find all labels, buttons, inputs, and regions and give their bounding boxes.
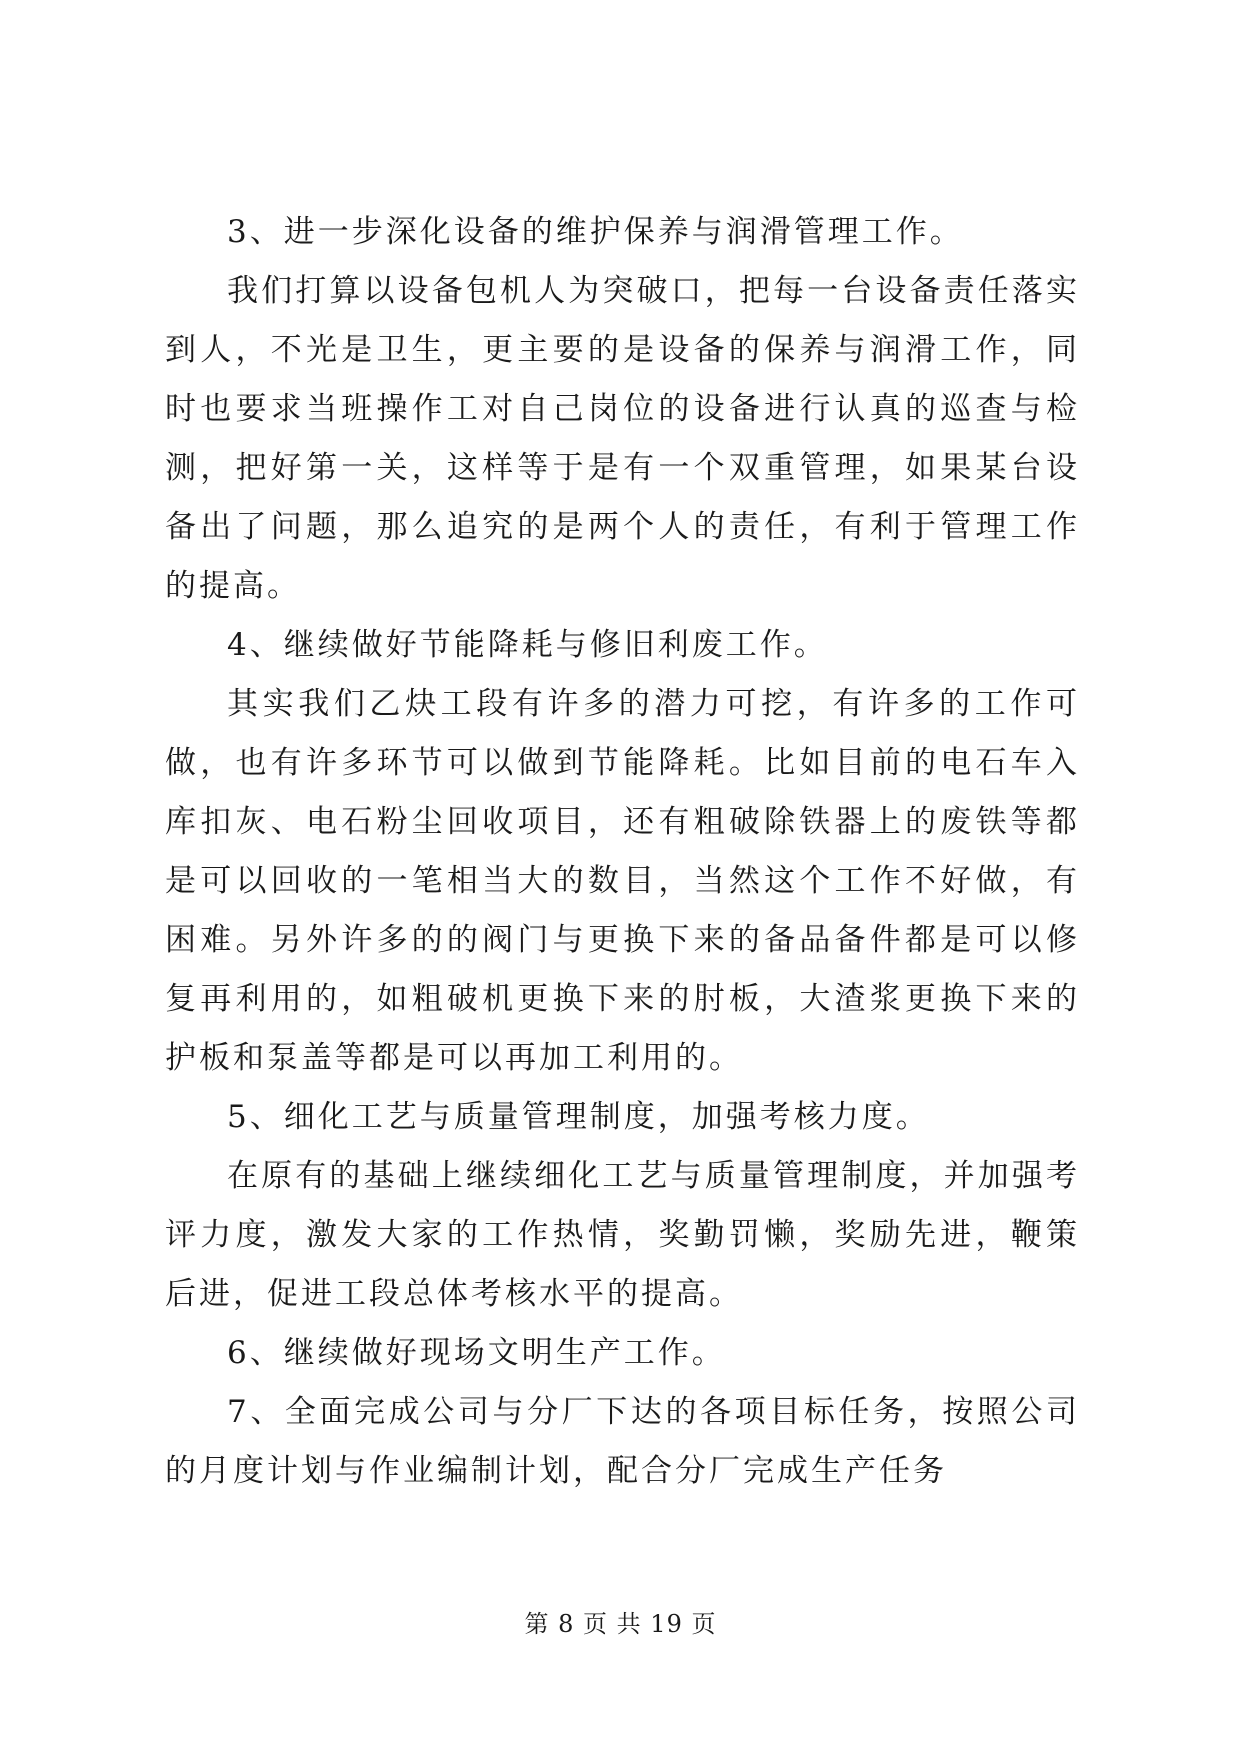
body-paragraph: 我们打算以设备包机人为突破口，把每一台设备责任落实到人，不光是卫生，更主要的是设备的保养与润滑工作，同时也要求当班操作工对自己岗位的设备进行认真的巡查与检测，把好第一关，这样等于是有一个双重管理，如果某台设备出了问题，那么追究的是两个人的责任，有利于管理工作的提高。 (165, 273, 1080, 604)
document-body (165, 203, 1080, 1501)
body-paragraph: 其实我们乙炔工段有许多的潜力可挖，有许多的工作可做，也有许多环节可以做到节能降耗。比如目前的电石车入库扣灰、电石粉尘回收项目，还有粗破除铁器上的废铁等都是可以回收的一笔相当大的数目，当然这个工作不好做，有困难。另外许多的的阀门与更换下来的备品备件都是可以修复再利用的，如粗破机更换下来的肘板，大渣浆更换下来的护板和泵盖等都是可以再加工利用的。 (165, 686, 1080, 1076)
body-paragraph: 在原有的基础上继续细化工艺与质量管理制度，并加强考评力度，激发大家的工作热情，奖勤罚懒，奖励先进，鞭策后进，促进工段总体考核水平的提高。 (165, 1158, 1080, 1312)
heading-item-4: 4、继续做好节能降耗与修旧利废工作。 (227, 627, 828, 663)
heading-item-6: 6、继续做好现场文明生产工作。 (227, 1335, 726, 1371)
page-number-footer: 第 8 页 共 19 页 (524, 1610, 717, 1638)
heading-item-7: 7、全面完成公司与分厂下达的各项目标任务，按照公司的月度计划与作业编制计划，配合分厂完成生产任务 (165, 1394, 1080, 1489)
heading-item-5: 5、细化工艺与质量管理制度，加强考核力度。 (227, 1099, 930, 1135)
heading-item-3: 3、进一步深化设备的维护保养与润滑管理工作。 (227, 214, 964, 250)
